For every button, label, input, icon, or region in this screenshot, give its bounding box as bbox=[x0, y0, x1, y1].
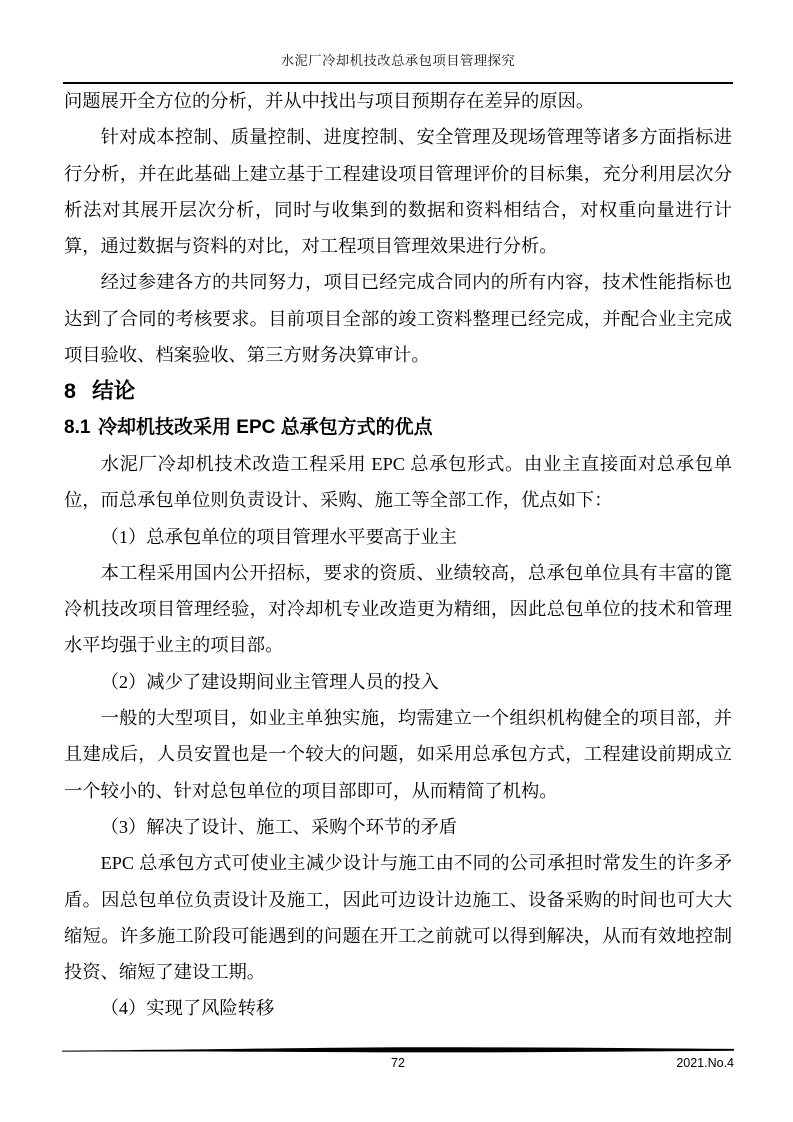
section-number: 8 bbox=[64, 379, 76, 404]
body-paragraph: EPC 总承包方式可使业主减少设计与施工由不同的公司承担时常发生的许多矛盾。因总包单位负责设计及施工，因此可边设计边施工、设备采购的时间也可大大缩短。许多施工阶段可能遇到的问题在开工之前就可以得到解决，从而有效地控制投资、缩短了建设工期。 bbox=[64, 853, 732, 983]
footer-rule bbox=[62, 1046, 734, 1054]
issue-label: 2021.No.4 bbox=[676, 1056, 734, 1070]
body-paragraph: 本工程采用国内公开招标，要求的资质、业绩较高，总承包单位具有丰富的篦冷机技改项目管理经验，对冷却机专业改造更为精细，因此总包单位的技术和管理水平均强于业主的项目部。 bbox=[64, 562, 732, 656]
footer-row bbox=[62, 1054, 734, 1072]
numbered-point: （2）减少了建设期间业主管理人员的投入 bbox=[100, 671, 439, 692]
subsection-number: 8.1 bbox=[64, 416, 91, 438]
section-heading bbox=[64, 373, 732, 409]
body-paragraph: 针对成本控制、质量控制、进度控制、安全管理及现场管理等诸多方面指标进行分析，并在此基础上建立基于工程建设项目管理评价的目标集，充分利用层次分析法对其展开层次分析，同时与收集到的数据和资料相结合，对权重向量进行计算，通过数据与资料的对比，对工程项目管理效果进行分析。 bbox=[64, 127, 732, 257]
numbered-point: （1）总承包单位的项目管理水平要高于业主 bbox=[100, 526, 458, 547]
numbered-point: （3）解决了设计、施工、采购个环节的矛盾 bbox=[100, 816, 458, 837]
subsection-heading bbox=[64, 410, 732, 446]
document-body bbox=[64, 83, 732, 1027]
body-paragraph: 水泥厂冷却机技术改造工程采用 EPC 总承包形式。由业主直接面对总承包单位，而总承包单位则负责设计、采购、施工等全部工作，优点如下： bbox=[64, 453, 732, 511]
running-title: 水泥厂冷却机技改总承包项目管理探究 bbox=[280, 53, 516, 68]
page-header bbox=[63, 0, 733, 92]
page-number: 72 bbox=[391, 1056, 405, 1070]
page-footer bbox=[62, 1046, 734, 1072]
body-paragraph: 经过参建各方的共同努力，项目已经完成合同内的所有内容，技术性能指标也达到了合同的考核要求。目前项目全部的竣工资料整理已经完成，并配合业主完成项目验收、档案验收、第三方财务决算审计。 bbox=[64, 272, 732, 366]
body-paragraph-continuation: 问题展开全方位的分析，并从中找出与项目预期存在差异的原因。 bbox=[64, 91, 595, 111]
section-title: 结论 bbox=[92, 379, 136, 404]
body-paragraph: 一般的大型项目，如业主单独实施，均需建立一个组织机构健全的项目部，并且建成后，人员安置也是一个较大的问题，如采用总承包方式，工程建设前期成立一个较小的、针对总包单位的项目部即可，从而精简了机构。 bbox=[64, 708, 732, 801]
subsection-title: 冷却机技改采用 EPC 总承包方式的优点 bbox=[98, 416, 433, 438]
numbered-point: （4）实现了风险转移 bbox=[100, 998, 275, 1019]
